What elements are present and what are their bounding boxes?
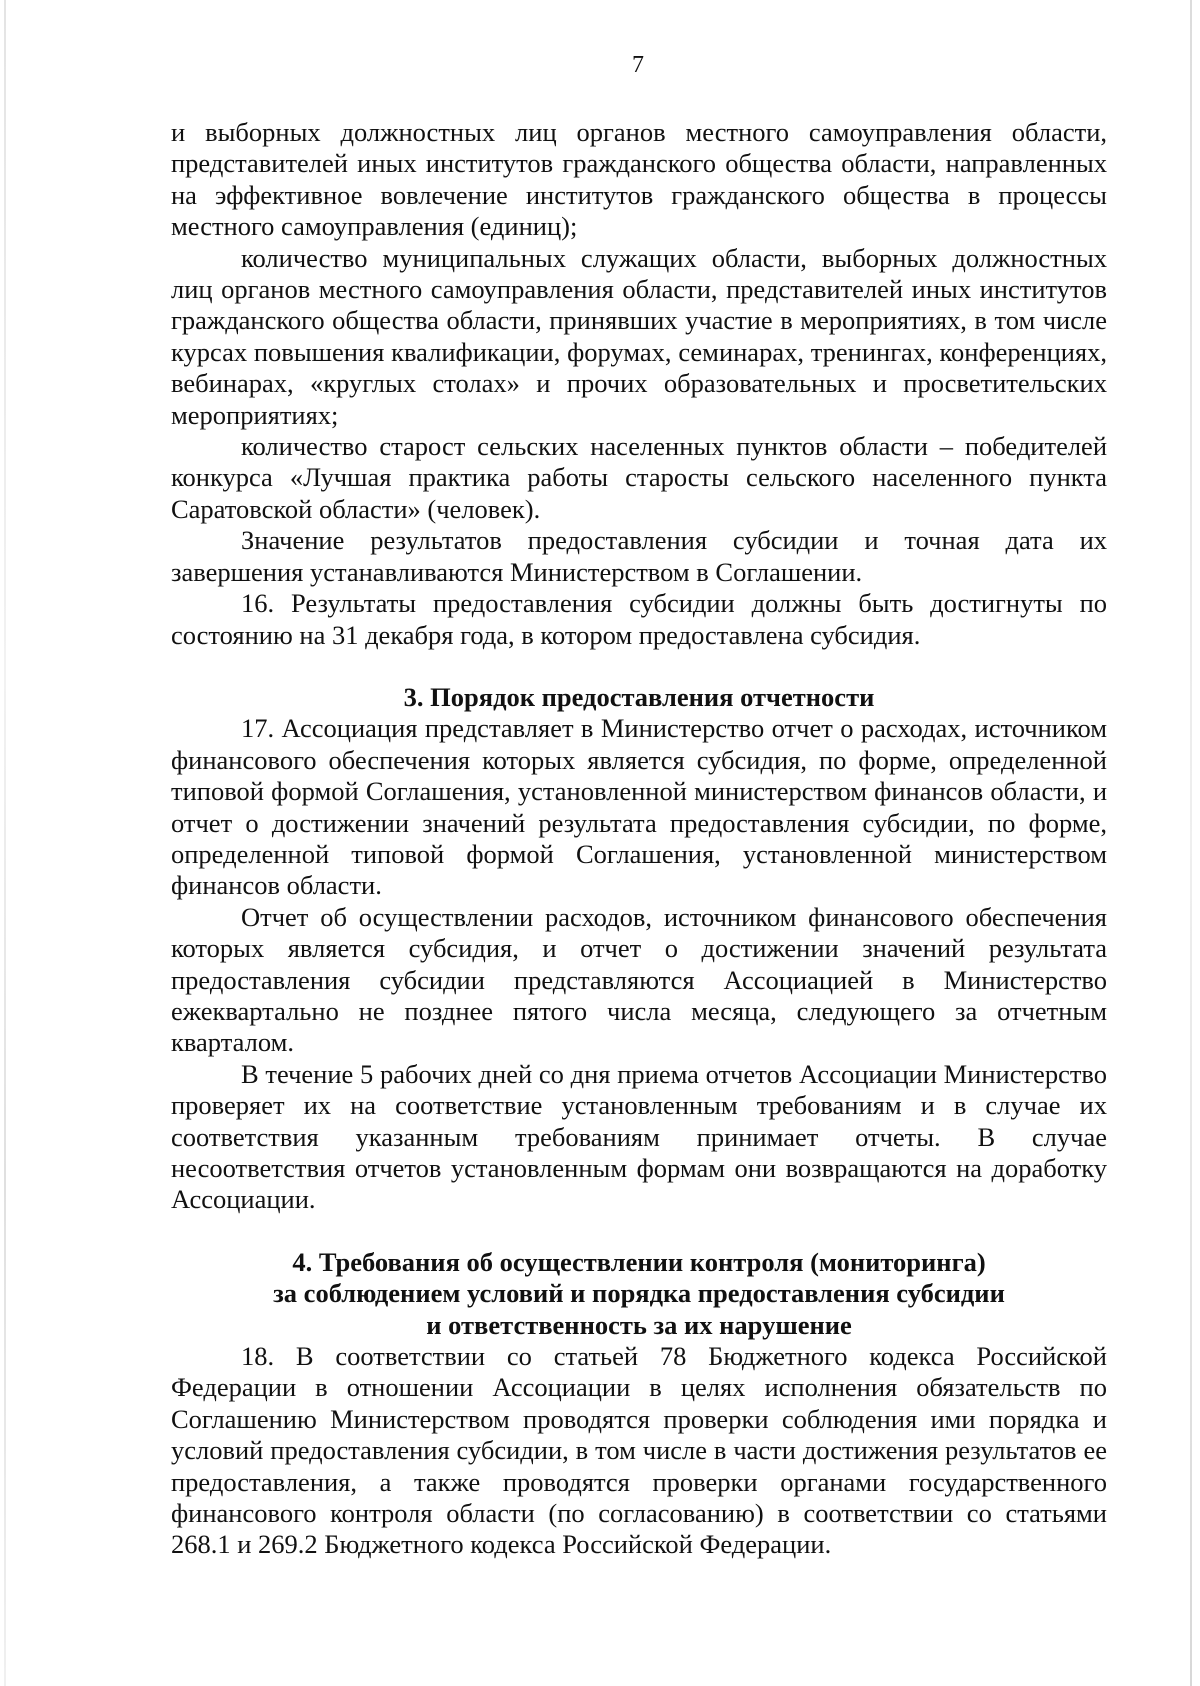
paragraph-item-18: 18. В соответствии со статьей 78 Бюджетного кодекса Российской Федерации в отношении Ассоциации в целях исполнения обязательств по Соглашению Министерством проводятся проверки соблюдения ими порядка и условий предоставления субсидии, в том числе в части достижения результатов ее предоставления, а также проводятся проверки органами государственного финансового контроля области (по согласованию) в соответствии со статьями 268.1 и 269.2 Бюджетного кодекса Российской Федерации. [171, 1341, 1107, 1560]
paragraph-result-values: Значение результатов предоставления субсидии и точная дата их завершения устанавливаются Министерством в Соглашении. [171, 525, 1107, 587]
paragraph-municipal-employees: количество муниципальных служащих области, выборных должностных лиц органов местного самоуправления области, представителей иных институтов гражданского общества области, принявших участие в мероприятиях, в том числе курсах повышения квалификации, форумах, семинарах, тренингах, конференциях, вебинарах, «круглых столах» и прочих образовательных и просветительских мероприятиях; [171, 242, 1107, 430]
paragraph-item-16: 16. Результаты предоставления субсидии должны быть достигнуты по состоянию на 31 декабря года, в котором предоставлена субсидия. [171, 588, 1107, 650]
page-number: 7 [632, 52, 644, 78]
scan-edge-right [1190, 0, 1192, 1686]
section-3-heading: 3. Порядок предоставления отчетности [403, 681, 875, 712]
paragraph-report-review: В течение 5 рабочих дней со дня приема отчетов Ассоциации Министерство проверяет их на соответствие установленным требованиям и в случае их соответствия указанным требованиям принимает отчеты. В случае несоответствия отчетов установленным формам они возвращаются на доработку Ассоциации. [171, 1058, 1107, 1215]
paragraph-item-17: 17. Ассоциация представляет в Министерство отчет о расходах, источником финансового обеспечения которых является субсидия, по форме, определенной типовой формой Соглашения, установленной министерством финансов области, и отчет о достижении значений результата предоставления субсидии, по форме, определенной типовой формой Соглашения, установленной министерством финансов области. [171, 713, 1107, 901]
document-body [171, 117, 1107, 1561]
paragraph-report-submission: Отчет об осуществлении расходов, источником финансового обеспечения которых является субсидия, и отчет о достижении значений результата предоставления субсидии представляются Ассоциацией в Министерство ежеквартально не позднее пятого числа месяца, следующего за отчетным кварталом. [171, 901, 1107, 1058]
section-4-heading-line: 4. Требования об осуществлении контроля (мониторинга) [292, 1246, 986, 1277]
scan-edge-left [4, 0, 6, 1686]
section-4-heading [171, 1247, 1107, 1341]
paragraph-village-elders: количество старост сельских населенных пунктов области – победителей конкурса «Лучшая практика работы старосты сельского населенного пункта Саратовской области» (человек). [171, 431, 1107, 524]
section-4-heading-line: за соблюдением условий и порядка предоставления субсидии [273, 1278, 1005, 1309]
section-4-heading-line: и ответственность за их нарушение [426, 1309, 852, 1340]
paragraph-continued: и выборных должностных лиц органов местного самоуправления области, представителей иных институтов гражданского общества области, направленных на эффективное вовлечение институтов гражданского общества в процессы местного самоуправления (единиц); [171, 117, 1107, 242]
